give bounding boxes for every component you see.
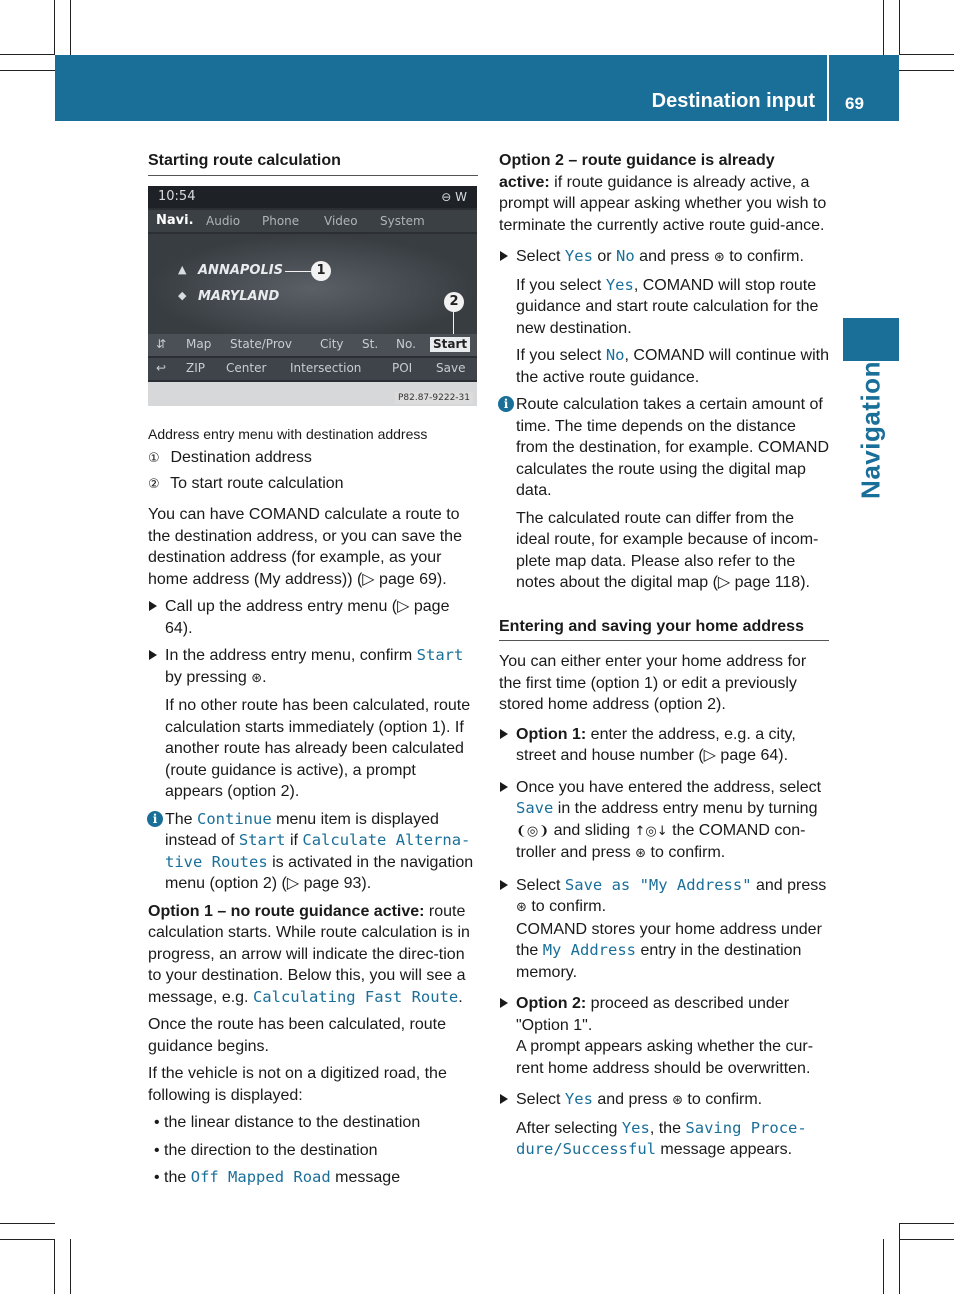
legend-item: ① Destination address (148, 449, 312, 466)
back-icon: ↩ (156, 360, 167, 375)
step-select-yes: Select Yes and press ⊛ to confirm. (499, 1089, 829, 1112)
opt-intersection: Intersection (290, 360, 362, 375)
step-confirm-start: In the address entry menu, confirm Start by pressing ⊛. (148, 645, 478, 689)
clock: 10:54 (158, 188, 196, 204)
guidance-begins: Once the route has been calculated, route guidance begins. (148, 1016, 446, 1055)
option2-paragraph: Option 2 – route guidance is already active: if route guidance is already active, a prompt will appear asking whether you wish to terminate the currently active route guid-ance. (499, 152, 827, 234)
no-detail: If you select No, COMAND will continue with the active route guidance. (516, 346, 829, 386)
crop-mark (0, 54, 55, 55)
section-heading: Entering and saving your home address (499, 616, 829, 642)
menu-video: Video (324, 213, 358, 228)
step-detail: If no other route has been calculated, route calculation starts immediately (option 1). If another route has already been calculated (route guidance is active), a prompt appears (option 2). (165, 697, 471, 800)
step-save-my-address: Select Save as "My Address" and press ⊛ to confirm. (499, 875, 829, 919)
crop-mark (70, 1239, 71, 1294)
opt-state: State/Prov (230, 336, 292, 351)
bullet-item: • the direction to the destination (154, 1141, 378, 1159)
crop-mark (883, 1239, 884, 1294)
crop-mark (899, 1223, 954, 1224)
bullet-item: • the Off Mapped Road message (154, 1168, 401, 1186)
page-number: 69 (845, 94, 864, 113)
save-detail: COMAND stores your home address under the My Address entry in the destination memory. (516, 920, 822, 981)
left-column (148, 150, 478, 1195)
address-display (148, 234, 477, 334)
chapter-tab (843, 318, 899, 361)
opt-center: Center (226, 360, 267, 375)
bullet-item: • the linear distance to the destination (154, 1114, 421, 1131)
option-row-2 (148, 358, 477, 380)
figure-caption: Address entry menu with destination address (148, 425, 428, 442)
callout-line (453, 312, 454, 336)
step-option1: Option 1: enter the address, e.g. a city, street and house number (▷ page 64). (499, 724, 829, 767)
opt-city: City (320, 336, 344, 351)
callout-1: 1 (311, 261, 331, 281)
yes-detail: If you select Yes, COMAND will stop route guidance and start route calculation for the new destination. (516, 275, 819, 337)
opt-poi: POI (392, 360, 413, 375)
info-note: i The Continue menu item is displayed instead of Start if Calculate Alterna-tive Routes is activated in the navigation menu (option 2) (▷ page 93). (148, 809, 478, 895)
step-select-save: Once you have entered the address, select Save in the address entry menu by turning ❨◎❩ and sliding ↑◎↓ the COMAND con-troller and press ⊛ to confirm. (499, 777, 829, 865)
info-note: i Route calculation takes a certain amount of time. The time depends on the distance from the destination, for example. COMAND calculates the route using the digital map data. (499, 394, 829, 502)
step-select-yes-no: Select Yes or No and press ⊛ to confirm. (499, 246, 829, 269)
chapter-label: Navigation (855, 361, 886, 499)
menu-navi: Navi. (156, 212, 194, 228)
status-bar (148, 186, 477, 208)
crop-mark (54, 0, 55, 55)
menu-phone: Phone (262, 213, 300, 228)
intro-paragraph: You can have COMAND calculate a route to the destination address, or you can save the destination address (for example, as your home address (My address)) (▷ page 69). (148, 506, 462, 588)
crop-mark (899, 1223, 900, 1294)
comand-screenshot (148, 186, 477, 406)
crop-mark (0, 1239, 55, 1240)
option2-detail: A prompt appears asking whether the cur-rent home address should be overwritten. (516, 1038, 814, 1077)
signal-indicator: ⊖ W (441, 189, 467, 204)
menu-audio: Audio (206, 213, 241, 228)
callout-2: 2 (444, 292, 464, 312)
after-detail: After selecting Yes, the Saving Proce-dure/Successful message appears. (516, 1118, 807, 1158)
crop-mark (54, 1239, 55, 1294)
step-call-menu: Call up the address entry menu (▷ page 64). (148, 596, 478, 639)
crop-mark (899, 0, 900, 55)
main-menu-bar (148, 210, 477, 232)
crop-mark (899, 70, 954, 71)
option-row-1 (148, 334, 477, 356)
legend-item: ② To start route calculation (148, 474, 344, 492)
opt-street: St. (362, 336, 379, 351)
opt-map: Map (186, 336, 212, 351)
callout-line (285, 271, 311, 272)
page-header (55, 55, 899, 121)
state-icon: ◆ (178, 288, 187, 302)
header-divider (827, 55, 829, 121)
image-code: P82.87-9222-31 (395, 392, 473, 404)
crop-mark (899, 1239, 954, 1240)
info-detail: The calculated route can differ from the ideal route, for example because of incom-plete map data. Please also refer to the notes about the digital map (▷ page 118). (516, 509, 819, 591)
crop-mark (70, 0, 71, 55)
offroad-paragraph: If the vehicle is not on a digitized road, the following is displayed: (148, 1065, 447, 1104)
info-icon: i (498, 396, 514, 412)
row-arrow-icon: ⇵ (156, 336, 167, 351)
info-icon: i (147, 811, 163, 827)
city-icon: ▲ (178, 262, 187, 276)
option1-paragraph: Option 1 – no route guidance active: route calculation starts. While route calculation is in progress, an arrow will indicate the direc-tion to your destination. Below this, you will see a message, e.g. Calculating Fast Route. (148, 902, 470, 1006)
crop-mark (883, 0, 884, 55)
section-title: Destination input (651, 90, 815, 112)
destination-city: ANNAPOLIS (198, 262, 283, 278)
section-heading: Starting route calculation (148, 150, 478, 176)
crop-mark (899, 54, 954, 55)
crop-mark (0, 1223, 55, 1224)
right-column (499, 150, 829, 1167)
opt-start: Start (430, 337, 470, 352)
opt-zip: ZIP (186, 360, 205, 375)
menu-system: System (380, 213, 425, 228)
destination-state: MARYLAND (198, 288, 280, 304)
crop-mark (0, 70, 55, 71)
home-intro: You can either enter your home address for the first time (option 1) or edit a previously stored home address (option 2). (499, 653, 807, 713)
opt-number: No. (396, 336, 416, 351)
opt-save: Save (436, 360, 466, 375)
step-option2: Option 2: proceed as described under "Option 1". (499, 993, 829, 1036)
